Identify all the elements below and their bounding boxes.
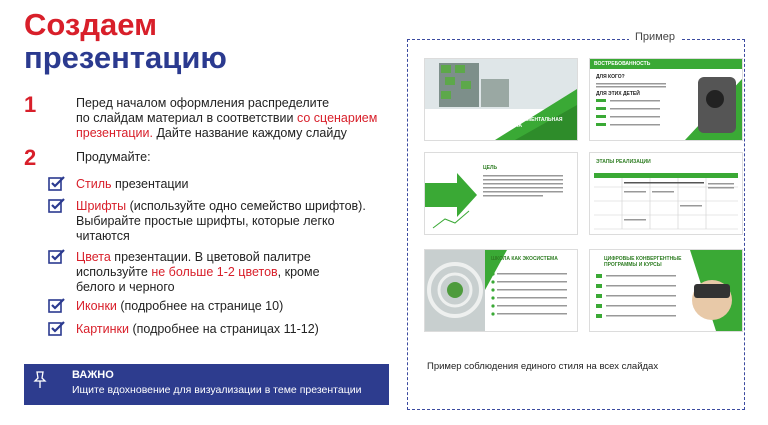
slide-4-graphic xyxy=(590,153,742,234)
slide-2-title: ВОСТРЕБОВАННОСТЬ xyxy=(594,61,651,67)
step-1-line-2 xyxy=(76,111,377,126)
item-pictures xyxy=(76,322,319,337)
example-slide-2 xyxy=(589,58,743,141)
title-line-2: презентацию xyxy=(24,40,227,75)
step-1-line-3-b: Дайте название каждому слайду xyxy=(152,126,347,140)
step-1-highlight-a: со сценарием xyxy=(296,111,378,125)
example-slide-5 xyxy=(424,249,578,332)
step-1-line-3 xyxy=(76,126,377,141)
checkbox-checked-icon xyxy=(48,248,66,264)
slide-2-graphic xyxy=(590,59,742,140)
item-colors-key: Цвета xyxy=(76,250,111,264)
slide-4-title: ЭТАПЫ РЕАЛИЗАЦИИ xyxy=(596,159,651,165)
item-icons-key: Иконки xyxy=(76,299,117,313)
step-1-highlight-b: презентации. xyxy=(76,126,153,140)
note-heading: ВАЖНО xyxy=(72,369,114,381)
pin-icon xyxy=(32,371,48,389)
slide-3-title: ЦЕЛЬ xyxy=(483,165,498,171)
step-2-number: 2 xyxy=(24,145,37,170)
slide-2-section: ДЛЯ ЭТИХ ДЕТЕЙ xyxy=(596,91,640,97)
item-fonts-rest: (используйте одно семейство шрифтов). xyxy=(126,199,366,213)
step-2-label: Продумайте: xyxy=(76,150,151,164)
item-colors-highlight: не больше 1-2 цветов xyxy=(151,265,278,279)
page-title xyxy=(24,8,227,74)
item-colors-line-2-a: используйте xyxy=(76,265,152,279)
example-caption: Пример соблюдения единого стиля на всех слайдах xyxy=(427,361,659,372)
item-icons-rest: (подробнее на странице 10) xyxy=(116,299,284,313)
item-fonts xyxy=(76,199,366,244)
slide-5-graphic xyxy=(425,250,577,331)
item-style xyxy=(76,177,189,192)
step-1-text xyxy=(76,96,377,141)
item-pictures-key: Картинки xyxy=(76,322,129,336)
item-fonts-key: Шрифты xyxy=(76,199,127,213)
slide-5-title: ШКОЛА КАК ЭКОСИСТЕМА xyxy=(491,256,558,262)
item-pictures-rest: (подробнее на страницах 11-12) xyxy=(128,322,319,336)
item-fonts-line-3: читаются xyxy=(76,229,130,243)
example-slide-1 xyxy=(424,58,578,141)
important-note xyxy=(24,364,389,405)
slide-6-title: ЦИФРОВЫЕ КОНВЕРГЕНТНЫЕ ПРОГРАММЫ И КУРСЫ xyxy=(604,256,682,268)
item-style-rest: презентации xyxy=(111,177,189,191)
item-icons xyxy=(76,299,283,314)
example-label: Пример xyxy=(629,31,681,43)
slide-3-graphic xyxy=(425,153,577,234)
item-colors xyxy=(76,250,320,295)
item-style-key: Стиль xyxy=(76,177,112,191)
slide-1-title: ЭКСПЕРИМЕНТАЛЬНАЯ ШКОЛА xyxy=(503,117,563,129)
slide-2-subtitle: ДЛЯ КОГО? xyxy=(596,74,625,80)
step-1-line-1: Перед началом оформления распределите xyxy=(76,96,330,110)
step-1-number: 1 xyxy=(24,92,37,117)
item-fonts-line-2: Выбирайте простые шрифты, которые легко xyxy=(76,214,335,228)
checkbox-checked-icon xyxy=(48,320,66,336)
note-text: Ищите вдохновение для визуализации в теме презентации xyxy=(72,384,362,396)
item-colors-line-3: белого и черного xyxy=(76,280,175,294)
checkbox-checked-icon xyxy=(48,175,66,191)
example-slide-4 xyxy=(589,152,743,235)
item-colors-rest: презентации. В цветовой палитре xyxy=(110,250,311,264)
example-slide-6 xyxy=(589,249,743,332)
step-1-line-2-a: по слайдам материал в соответствии xyxy=(76,111,297,125)
checkbox-checked-icon xyxy=(48,197,66,213)
checkbox-checked-icon xyxy=(48,297,66,313)
title-line-1: Создаем xyxy=(24,7,158,42)
item-colors-line-2-c: , кроме xyxy=(277,265,320,279)
example-slide-3 xyxy=(424,152,578,235)
